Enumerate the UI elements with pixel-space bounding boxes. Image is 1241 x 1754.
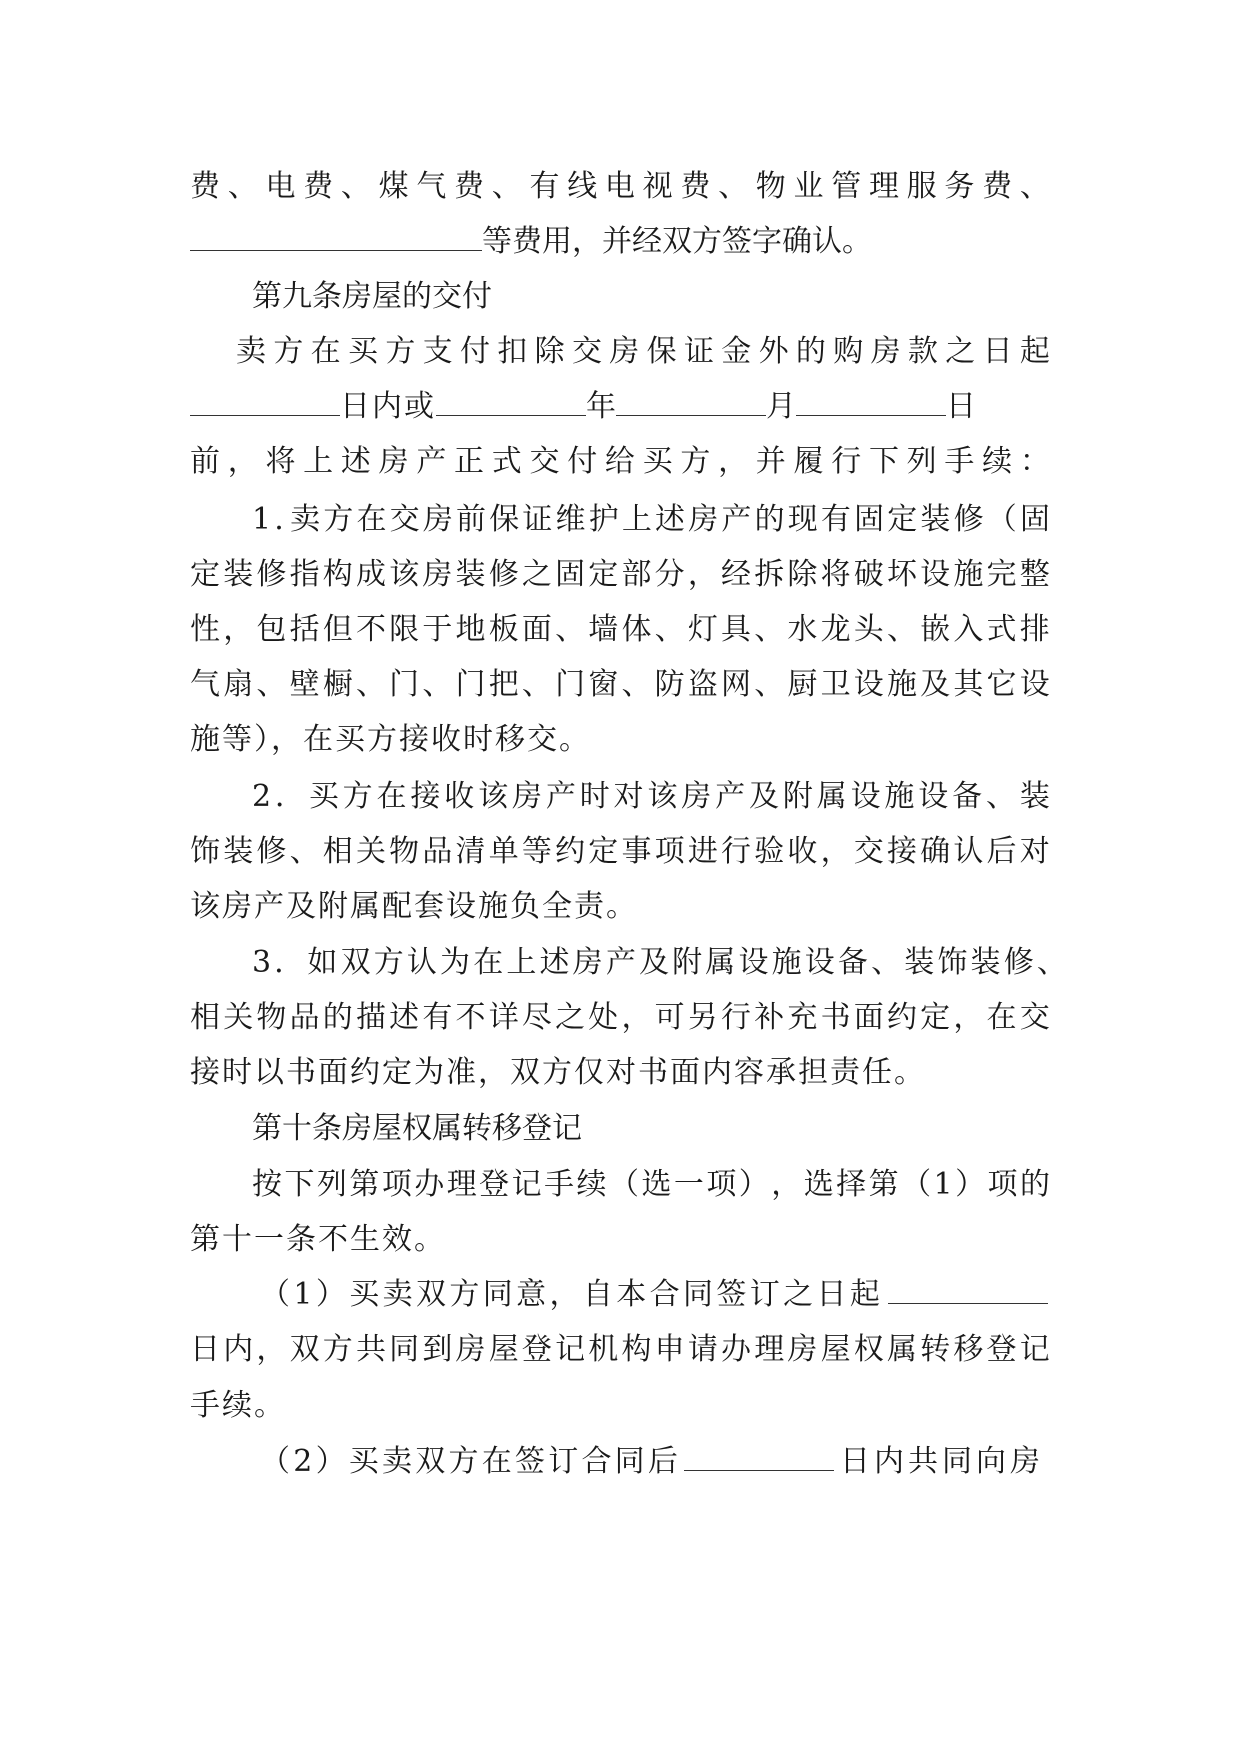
text-line-5 [190,385,1050,429]
fill-blank-month[interactable] [616,385,766,416]
text-line-4: 卖 方 在 买 方 支 付 扣 除 交 房 保 证 金 外 的 购 房 款 之 日 起 [236,334,1050,369]
article-10-heading: 第十条房屋权属转移登记 [252,1111,582,1146]
text-segment: （ 1 ） 买 卖 双 方 同 意 ， 自 本 合 同 签 订 之 日 起 [260,1277,880,1312]
text-segment: 年 [586,389,616,424]
text-line-23: 手续。 [190,1388,286,1423]
fill-blank-days[interactable] [190,385,340,416]
text-segment: 日内或 [340,389,436,424]
text-line-10: 气 扇 、 壁 橱 、 门 、 门 把 、 门 窗 、 防 盗 网 、 厨 卫 设 施 及 其 它 设 [190,667,1050,702]
fill-blank-days[interactable] [888,1273,1048,1304]
article-9-heading: 第九条房屋的交付 [252,279,492,314]
fill-blank-day[interactable] [796,385,946,416]
text-line-13: 饰 装 修 、 相 关 物 品 清 单 等 约 定 事 项 进 行 验 收 ， 交 接 确 认 后 对 [190,834,1050,869]
text-segment: 日 内 共 同 向 房 [840,1444,1040,1479]
text-line-21 [260,1273,1050,1317]
text-line-19: 按 下 列 第 项 办 理 登 记 手 续 （ 选 一 项 ） ， 选 择 第 （ 1 ） 项 的 [252,1167,1050,1202]
text-line-20: 第十一条不生效。 [190,1222,446,1257]
text-line-14: 该房产及附属配套设施负全责。 [190,889,638,924]
text-line-12: 2 ． 买 方 在 接 收 该 房 产 时 对 该 房 产 及 附 属 设 施 设 备 、 装 [252,779,1050,814]
text-line-1: 费 、 电 费 、 煤 气 费 、 有 线 电 视 费 、 物 业 管 理 服 务 费 、 [190,169,1050,204]
text-line-11: 施等），在买方接收时移交。 [190,722,591,757]
text-segment: 月 [766,389,796,424]
text-line-7: 1 . 卖 方 在 交 房 前 保 证 维 护 上 述 房 产 的 现 有 固 定 装 修 （ 固 [252,502,1050,537]
text-line-17: 接时以书面约定为准，双方仅对书面内容承担责任。 [190,1055,926,1090]
text-line-16: 相 关 物 品 的 描 述 有 不 详 尽 之 处 ， 可 另 行 补 充 书 面 约 定 ， 在 交 [190,1000,1050,1035]
text-segment: 日 [946,389,976,424]
text-segment: （ 2 ） 买 卖 双 方 在 签 订 合 同 后 [260,1444,678,1479]
text-line-24 [260,1440,1050,1484]
text-line-6: 前 ， 将 上 述 房 产 正 式 交 付 给 买 方 ， 并 履 行 下 列 手 续 ： [190,444,1050,479]
text-line-8: 定 装 修 指 构 成 该 房 装 修 之 固 定 部 分 ， 经 拆 除 将 破 坏 设 施 完 整 [190,557,1050,592]
fill-blank-year[interactable] [436,385,586,416]
fill-blank[interactable] [190,220,482,251]
text-segment: 等费用，并经双方签字确认。 [482,224,872,259]
fill-blank-days[interactable] [684,1440,834,1471]
text-line-22: 日 内 ， 双 方 共 同 到 房 屋 登 记 机 构 申 请 办 理 房 屋 权 属 转 移 登 记 [190,1332,1050,1367]
text-line-2 [190,220,1050,264]
text-line-9: 性 ， 包 括 但 不 限 于 地 板 面 、 墙 体 、 灯 具 、 水 龙 头 、 嵌 入 式 排 [190,612,1050,647]
text-line-15: 3 ． 如 双 方 认 为 在 上 述 房 产 及 附 属 设 施 设 备 、 装 饰 装 修 、 [252,945,1067,980]
